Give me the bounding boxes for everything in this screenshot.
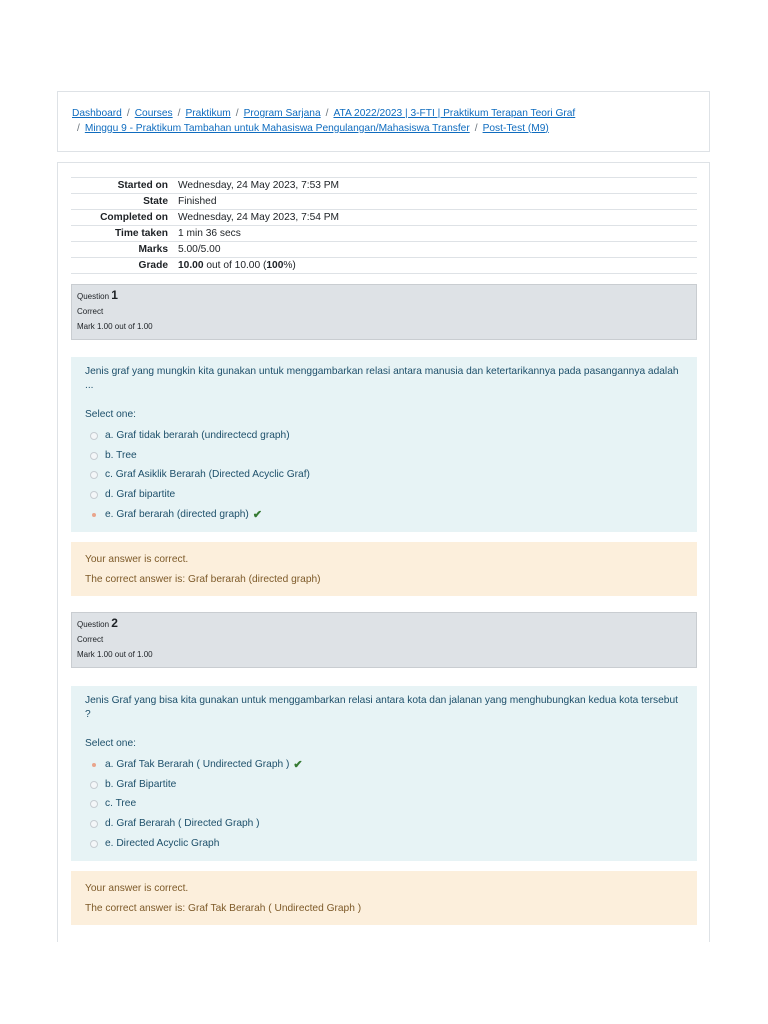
question-prompt: Jenis graf yang mungkin kita gunakan untuk menggambarkan relasi antara manusia dan ketertarikannya pada pasangannya adalah ... [85, 366, 679, 391]
question-number: 2 [111, 616, 118, 630]
question-2-content [71, 686, 697, 861]
grade-score: 10.00 [178, 260, 204, 271]
answer-option-c[interactable] [85, 795, 683, 815]
grade-suffix: %) [283, 260, 296, 271]
question-number: 1 [111, 288, 118, 302]
question-1-feedback [71, 542, 697, 596]
answer-option-a[interactable] [85, 755, 683, 775]
breadcrumb-separator: / [325, 108, 329, 119]
breadcrumb-courses[interactable]: Courses [134, 108, 173, 119]
radio-icon[interactable] [90, 800, 98, 808]
question-state: Correct [77, 635, 104, 644]
grade-value [178, 258, 697, 274]
summary-value: 5.00/5.00 [178, 244, 221, 255]
feedback-result: Your answer is correct. [85, 883, 189, 894]
option-label: a. Graf tidak berarah (undirectecd graph) [105, 429, 290, 441]
question-1-content [71, 357, 697, 532]
summary-value: 1 min 36 secs [178, 228, 241, 239]
feedback-result: Your answer is correct. [85, 554, 189, 565]
question-prompt: Jenis Graf yang bisa kita gunakan untuk menggambarkan relasi antara kota dan jalanan yang menghubungkan kedua kota tersebut ? [85, 695, 678, 720]
radio-icon[interactable] [90, 840, 98, 848]
radio-selected-icon[interactable] [90, 761, 98, 769]
question-mark: Mark 1.00 out of 1.00 [77, 650, 153, 659]
radio-icon[interactable] [90, 820, 98, 828]
summary-row-completed [71, 210, 697, 226]
select-one-label: Select one: [85, 409, 136, 420]
summary-row-started [71, 178, 697, 194]
breadcrumb-separator: / [126, 108, 130, 119]
option-label: b. Tree [105, 449, 137, 461]
summary-row-grade [71, 258, 697, 274]
radio-icon[interactable] [90, 491, 98, 499]
radio-icon[interactable] [90, 432, 98, 440]
question-label: Question [77, 620, 110, 629]
question-1-info [71, 284, 697, 340]
breadcrumb-course[interactable]: ATA 2022/2023 | 3-FTI | Praktikum Terapan Teori Graf [333, 108, 576, 119]
answer-option-e[interactable] [85, 834, 683, 854]
option-label: e. Graf berarah (directed graph) [105, 509, 249, 521]
option-label: c. Graf Asiklik Berarah (Directed Acyclic Graf) [105, 469, 310, 481]
summary-row-time-taken [71, 226, 697, 242]
answer-option-d[interactable] [85, 485, 683, 505]
check-icon: ✔ [293, 758, 303, 771]
radio-selected-icon[interactable] [90, 511, 98, 519]
answer-option-b[interactable] [85, 446, 683, 466]
summary-label: Marks [138, 244, 168, 255]
breadcrumb [57, 91, 710, 152]
option-label: c. Tree [105, 798, 137, 810]
radio-icon[interactable] [90, 781, 98, 789]
question-label: Question [77, 292, 110, 301]
summary-label: Grade [138, 260, 168, 271]
answer-option-b[interactable] [85, 775, 683, 795]
summary-value: Wednesday, 24 May 2023, 7:53 PM [178, 180, 340, 191]
answer-option-a[interactable] [85, 426, 683, 446]
summary-value: Finished [178, 196, 217, 207]
summary-label: Started on [117, 180, 168, 191]
answer-option-c[interactable] [85, 466, 683, 486]
breadcrumb-program-sarjana[interactable]: Program Sarjana [243, 108, 321, 119]
breadcrumb-dashboard[interactable]: Dashboard [72, 108, 122, 119]
breadcrumb-separator: / [77, 122, 80, 134]
breadcrumb-separator: / [474, 122, 478, 134]
summary-label: Completed on [100, 212, 168, 223]
grade-out-of: out of 10.00 ( [203, 260, 267, 271]
breadcrumb-separator: / [235, 108, 239, 119]
summary-row-state [71, 194, 697, 210]
summary-label: State [143, 196, 168, 207]
question-mark: Mark 1.00 out of 1.00 [77, 322, 153, 331]
check-icon: ✔ [252, 509, 263, 522]
select-one-label: Select one: [85, 738, 136, 749]
breadcrumb-praktikum[interactable]: Praktikum [185, 108, 231, 119]
option-label: a. Graf Tak Berarah ( Undirected Graph ) [105, 758, 290, 770]
question-2-info [71, 612, 697, 668]
feedback-correct-answer: The correct answer is: Graf berarah (directed graph) [85, 573, 321, 585]
option-label: d. Graf bipartite [105, 489, 176, 501]
question-2-feedback [71, 871, 697, 925]
breadcrumb-post-test[interactable]: Post-Test (M9) [482, 122, 549, 134]
question-state: Correct [77, 307, 104, 316]
option-label: d. Graf Berarah ( Directed Graph ) [105, 818, 260, 830]
grade-percent: 100 [266, 260, 284, 271]
breadcrumb-section[interactable]: Minggu 9 - Praktikum Tambahan untuk Mahasiswa Pengulangan/Mahasiswa Transfer [84, 122, 470, 134]
radio-icon[interactable] [90, 471, 98, 479]
summary-value: Wednesday, 24 May 2023, 7:54 PM [178, 212, 340, 223]
summary-label: Time taken [114, 228, 168, 239]
answer-option-d[interactable] [85, 814, 683, 834]
breadcrumb-separator: / [177, 108, 181, 119]
summary-row-marks [71, 242, 697, 258]
feedback-correct-answer: The correct answer is: Graf Tak Berarah ( Undirected Graph ) [85, 902, 362, 914]
attempt-summary-table [71, 177, 697, 274]
answer-option-e[interactable] [85, 505, 683, 525]
radio-icon[interactable] [90, 452, 98, 460]
option-label: b. Graf Bipartite [105, 778, 177, 790]
option-label: e. Directed Acyclic Graph [105, 838, 220, 850]
quiz-review [57, 162, 710, 942]
